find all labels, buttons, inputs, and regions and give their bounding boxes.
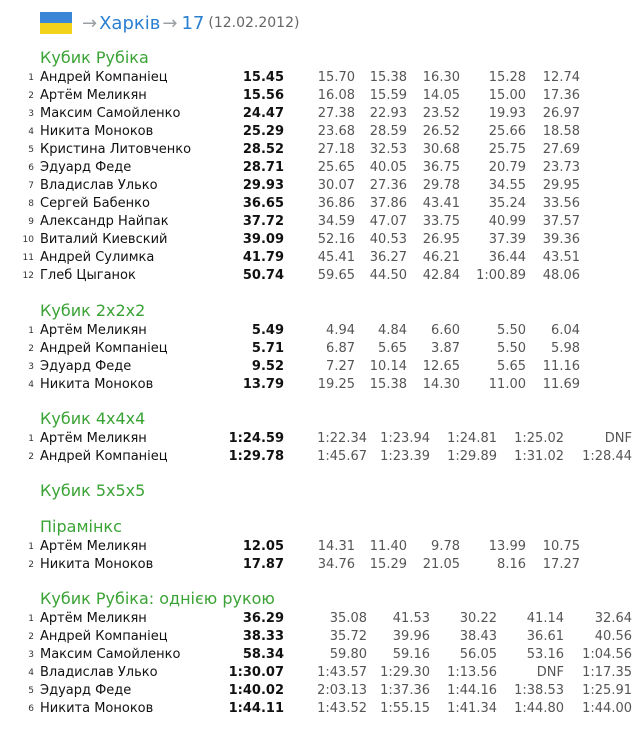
result-position: 1 (28, 73, 34, 83)
attempt-time: 11.16 (542, 359, 580, 374)
best-result: 9.52 (251, 359, 284, 374)
result-row (0, 195, 640, 213)
attempt-time: 21.05 (422, 557, 460, 572)
result-position: 1 (28, 434, 34, 444)
best-result: 5.71 (251, 341, 284, 356)
attempt-time: 5.50 (497, 323, 526, 338)
attempt-time: 25.66 (488, 124, 526, 139)
attempt-time: 1:25.02 (514, 431, 564, 446)
result-position: 10 (22, 235, 34, 245)
attempt-time: 13.99 (488, 539, 526, 554)
result-row (0, 267, 640, 285)
attempt-time: 14.30 (422, 377, 460, 392)
best-result: 24.47 (242, 106, 284, 121)
attempt-time: 9.78 (431, 539, 460, 554)
competitor-name: Артём Меликян (40, 431, 147, 446)
result-row (0, 538, 640, 556)
attempt-time: 26.52 (422, 124, 460, 139)
attempt-time: 59.16 (392, 647, 430, 662)
attempt-time: 28.59 (369, 124, 407, 139)
result-row (0, 448, 640, 466)
attempt-time: 1:04.56 (582, 647, 632, 662)
attempt-time: 17.36 (542, 88, 580, 103)
attempt-time: 1:23.94 (380, 431, 430, 446)
result-position: 5 (28, 686, 34, 696)
attempt-time: 43.51 (542, 250, 580, 265)
result-row (0, 610, 640, 628)
attempt-time: 59.80 (329, 647, 367, 662)
competitor-name: Глеб Цыганок (40, 268, 136, 283)
best-result: 58.34 (242, 647, 284, 662)
best-result: 12.05 (242, 539, 284, 554)
best-result: 28.52 (242, 142, 284, 157)
best-result: 1:40.02 (228, 683, 284, 698)
attempt-time: 5.65 (497, 359, 526, 374)
result-position: 2 (28, 560, 34, 570)
event-title: Кубик Рубіка: однією рукою (40, 589, 275, 608)
competitor-name: Андрей Компанiец (40, 341, 168, 356)
attempt-time: 33.75 (422, 214, 460, 229)
attempt-time: 34.76 (317, 557, 355, 572)
result-position: 2 (28, 632, 34, 642)
attempt-time: 1:13.56 (447, 665, 497, 680)
result-position: 3 (28, 650, 34, 660)
breadcrumb-arrow-icon: → (162, 12, 178, 34)
attempt-time: 32.64 (594, 611, 632, 626)
attempt-time: 1:43.57 (317, 665, 367, 680)
attempt-time: 29.95 (542, 178, 580, 193)
best-result: 13.79 (242, 377, 284, 392)
competitor-name: Артём Меликян (40, 539, 147, 554)
attempt-time: 15.28 (488, 70, 526, 85)
result-row (0, 646, 640, 664)
attempt-time: 1:55.15 (380, 701, 430, 716)
attempt-time: 36.75 (422, 160, 460, 175)
result-row (0, 556, 640, 574)
event-title: Пірамінкс (40, 517, 122, 536)
attempt-time: 15.00 (488, 88, 526, 103)
best-result: 15.45 (242, 70, 284, 85)
result-row (0, 159, 640, 177)
attempt-time: 37.57 (542, 214, 580, 229)
result-position: 9 (28, 217, 34, 227)
attempt-time: 29.78 (422, 178, 460, 193)
attempt-time: 8.16 (497, 557, 526, 572)
result-position: 6 (28, 163, 34, 173)
attempt-time: 32.53 (369, 142, 407, 157)
attempt-time: 7.27 (326, 359, 355, 374)
attempt-time: 10.75 (542, 539, 580, 554)
best-result: 41.79 (242, 250, 284, 265)
best-result: 50.74 (242, 268, 284, 283)
competition-link[interactable]: 17 (181, 12, 205, 34)
result-row (0, 358, 640, 376)
event-title: Кубик 4x4x4 (40, 409, 146, 428)
competitor-name: Никита Моноков (40, 377, 154, 392)
attempt-time: 33.56 (542, 196, 580, 211)
attempt-time: 17.27 (542, 557, 580, 572)
result-position: 2 (28, 452, 34, 462)
result-row (0, 141, 640, 159)
result-row (0, 340, 640, 358)
attempt-time: 1:44.80 (514, 701, 564, 716)
attempt-time: 1:31.02 (514, 449, 564, 464)
attempt-time: 1:23.39 (380, 449, 430, 464)
attempt-time: 1:29.89 (447, 449, 497, 464)
best-result: 38.33 (242, 629, 284, 644)
result-position: 1 (28, 326, 34, 336)
attempt-time: 1:22.34 (317, 431, 367, 446)
best-result: 1:30.07 (228, 665, 284, 680)
attempt-time: 1:44.00 (582, 701, 632, 716)
competitor-name: Андрей Компанiец (40, 449, 168, 464)
attempt-time: 30.68 (422, 142, 460, 157)
attempt-time: 35.08 (329, 611, 367, 626)
result-row (0, 177, 640, 195)
attempt-time: 41.14 (526, 611, 564, 626)
attempt-time: 1:25.91 (582, 683, 632, 698)
attempt-time: DNF (536, 665, 564, 680)
attempt-time: 12.74 (542, 70, 580, 85)
attempt-time: 47.07 (369, 214, 407, 229)
attempt-time: 34.59 (317, 214, 355, 229)
attempt-time: 42.84 (422, 268, 460, 283)
result-row (0, 430, 640, 448)
attempt-time: 11.69 (542, 377, 580, 392)
attempt-time: 15.70 (317, 70, 355, 85)
attempt-time: 15.59 (369, 88, 407, 103)
attempt-time: 26.95 (422, 232, 460, 247)
event-title: Кубик 2x2x2 (40, 301, 146, 320)
result-position: 1 (28, 614, 34, 624)
competitor-name: Артём Меликян (40, 611, 147, 626)
best-result: 36.29 (242, 611, 284, 626)
attempt-time: 2:03.13 (317, 683, 367, 698)
attempt-time: 19.25 (317, 377, 355, 392)
competition-date: (12.02.2012) (208, 15, 300, 31)
attempt-time: 1:41.34 (447, 701, 497, 716)
best-result: 25.29 (242, 124, 284, 139)
attempt-time: 19.93 (488, 106, 526, 121)
city-link[interactable]: Харків (99, 12, 161, 34)
attempt-time: 27.18 (317, 142, 355, 157)
best-result: 28.71 (242, 160, 284, 175)
breadcrumb-arrow-icon: → (82, 12, 98, 34)
best-result: 1:24.59 (228, 431, 284, 446)
attempt-time: 1:44.16 (447, 683, 497, 698)
competitor-name: Андрей Компанiец (40, 70, 168, 85)
ukraine-flag-icon (40, 12, 72, 34)
event-title: Кубик 5x5x5 (40, 481, 146, 500)
result-row (0, 376, 640, 394)
result-row (0, 69, 640, 87)
attempt-time: 27.38 (317, 106, 355, 121)
attempt-time: 40.05 (369, 160, 407, 175)
attempt-time: 16.08 (317, 88, 355, 103)
attempt-time: 5.50 (497, 341, 526, 356)
attempt-time: 5.98 (551, 341, 580, 356)
attempt-time: 30.07 (317, 178, 355, 193)
attempt-time: 20.79 (488, 160, 526, 175)
result-row (0, 628, 640, 646)
attempt-time: 23.73 (542, 160, 580, 175)
result-position: 6 (28, 704, 34, 714)
event-title: Кубик Рубіка (40, 48, 149, 67)
attempt-time: 40.53 (369, 232, 407, 247)
result-position: 12 (22, 271, 34, 281)
attempt-time: 27.69 (542, 142, 580, 157)
result-row (0, 249, 640, 267)
attempt-time: 1:24.81 (447, 431, 497, 446)
attempt-time: 46.21 (422, 250, 460, 265)
best-result: 1:44.11 (228, 701, 284, 716)
result-position: 2 (28, 344, 34, 354)
attempt-time: 22.93 (369, 106, 407, 121)
attempt-time: 52.16 (317, 232, 355, 247)
attempt-time: 36.61 (526, 629, 564, 644)
attempt-time: 11.00 (488, 377, 526, 392)
attempt-time: 36.86 (317, 196, 355, 211)
best-result: 17.87 (242, 557, 284, 572)
result-position: 2 (28, 91, 34, 101)
attempt-time: 23.52 (422, 106, 460, 121)
best-result: 36.65 (242, 196, 284, 211)
competitor-name: Андрей Сулимка (40, 250, 155, 265)
result-position: 3 (28, 362, 34, 372)
attempt-time: 10.14 (369, 359, 407, 374)
result-row (0, 87, 640, 105)
result-row (0, 105, 640, 123)
competitor-name: Никита Моноков (40, 124, 154, 139)
attempt-time: 18.58 (542, 124, 580, 139)
competitor-name: Эдуард Феде (40, 359, 132, 374)
attempt-time: 14.31 (317, 539, 355, 554)
result-position: 11 (22, 253, 34, 263)
best-result: 5.49 (251, 323, 284, 338)
attempt-time: 39.36 (542, 232, 580, 247)
competitor-name: Кристина Литовченко (40, 142, 192, 157)
competitor-name: Владислав Улько (40, 665, 158, 680)
competitor-name: Никита Моноков (40, 557, 154, 572)
result-row (0, 123, 640, 141)
competitor-name: Максим Самойленко (40, 106, 181, 121)
attempt-time: 35.72 (329, 629, 367, 644)
attempt-time: 3.87 (431, 341, 460, 356)
attempt-time: 1:45.67 (317, 449, 367, 464)
attempt-time: 37.86 (369, 196, 407, 211)
attempt-time: 1:38.53 (514, 683, 564, 698)
attempt-time: 11.40 (369, 539, 407, 554)
attempt-time: 25.65 (317, 160, 355, 175)
attempt-time: 16.30 (422, 70, 460, 85)
competitor-name: Никита Моноков (40, 701, 154, 716)
best-result: 37.72 (242, 214, 284, 229)
attempt-time: 1:28.44 (582, 449, 632, 464)
result-position: 3 (28, 109, 34, 119)
attempt-time: 4.84 (378, 323, 407, 338)
attempt-time: 12.65 (422, 359, 460, 374)
attempt-time: 15.29 (369, 557, 407, 572)
attempt-time: 48.06 (542, 268, 580, 283)
attempt-time: 1:29.30 (380, 665, 430, 680)
attempt-time: 5.65 (378, 341, 407, 356)
attempt-time: 27.36 (369, 178, 407, 193)
competitor-name: Максим Самойленко (40, 647, 181, 662)
attempt-time: 1:17.35 (582, 665, 632, 680)
competitor-name: Сергей Бабенко (40, 196, 150, 211)
competitor-name: Артём Меликян (40, 88, 147, 103)
result-row (0, 322, 640, 340)
attempt-time: 39.96 (392, 629, 430, 644)
competitor-name: Андрей Компанiец (40, 629, 168, 644)
best-result: 15.56 (242, 88, 284, 103)
attempt-time: 1:00.89 (476, 268, 526, 283)
attempt-time: 23.68 (317, 124, 355, 139)
result-position: 8 (28, 199, 34, 209)
attempt-time: 53.16 (526, 647, 564, 662)
attempt-time: DNF (604, 431, 632, 446)
attempt-time: 1:43.52 (317, 701, 367, 716)
page-header (40, 10, 299, 36)
attempt-time: 25.75 (488, 142, 526, 157)
result-position: 4 (28, 668, 34, 678)
attempt-time: 40.56 (594, 629, 632, 644)
result-row (0, 231, 640, 249)
attempt-time: 4.94 (326, 323, 355, 338)
result-row (0, 700, 640, 718)
attempt-time: 6.60 (431, 323, 460, 338)
result-position: 1 (28, 542, 34, 552)
competitor-name: Эдуард Феде (40, 683, 132, 698)
best-result: 39.09 (242, 232, 284, 247)
result-position: 5 (28, 145, 34, 155)
result-position: 4 (28, 127, 34, 137)
result-position: 4 (28, 380, 34, 390)
attempt-time: 45.41 (317, 250, 355, 265)
competitor-name: Александр Найпак (40, 214, 169, 229)
result-row (0, 664, 640, 682)
attempt-time: 41.53 (392, 611, 430, 626)
attempt-time: 14.05 (422, 88, 460, 103)
best-result: 29.93 (242, 178, 284, 193)
attempt-time: 44.50 (369, 268, 407, 283)
attempt-time: 1:37.36 (380, 683, 430, 698)
attempt-time: 6.04 (551, 323, 580, 338)
attempt-time: 30.22 (459, 611, 497, 626)
result-row (0, 213, 640, 231)
competitor-name: Эдуард Феде (40, 160, 132, 175)
competitor-name: Артём Меликян (40, 323, 147, 338)
attempt-time: 38.43 (459, 629, 497, 644)
attempt-time: 34.55 (488, 178, 526, 193)
attempt-time: 15.38 (369, 377, 407, 392)
attempt-time: 26.97 (542, 106, 580, 121)
attempt-time: 15.38 (369, 70, 407, 85)
result-position: 7 (28, 181, 34, 191)
attempt-time: 43.41 (422, 196, 460, 211)
attempt-time: 56.05 (459, 647, 497, 662)
attempt-time: 59.65 (317, 268, 355, 283)
competitor-name: Владислав Улько (40, 178, 158, 193)
attempt-time: 35.24 (488, 196, 526, 211)
best-result: 1:29.78 (228, 449, 284, 464)
attempt-time: 37.39 (488, 232, 526, 247)
attempt-time: 6.87 (326, 341, 355, 356)
attempt-time: 36.44 (488, 250, 526, 265)
result-row (0, 682, 640, 700)
attempt-time: 36.27 (369, 250, 407, 265)
competitor-name: Виталий Киевский (40, 232, 168, 247)
attempt-time: 40.99 (488, 214, 526, 229)
